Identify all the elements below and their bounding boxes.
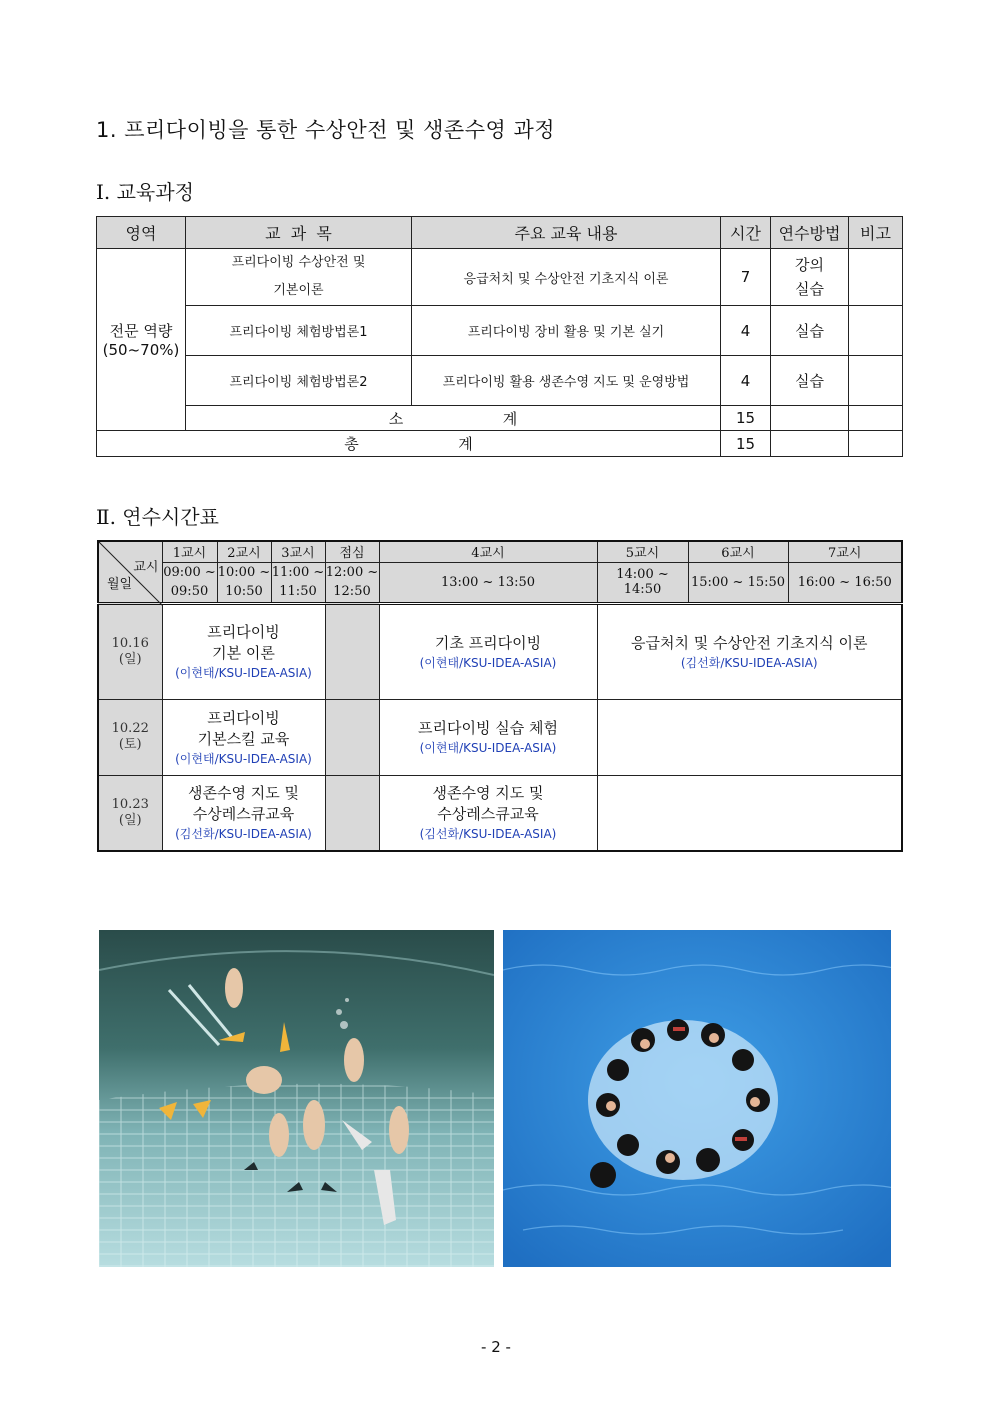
date-cell bbox=[98, 775, 162, 851]
time-5: 14:00 ~ 14:50 bbox=[597, 562, 688, 603]
note-cell bbox=[849, 356, 903, 406]
time-1 bbox=[162, 562, 217, 603]
afternoon-session bbox=[379, 603, 597, 699]
time-3 bbox=[271, 562, 325, 603]
curriculum-table bbox=[96, 216, 903, 457]
subject-cell bbox=[186, 249, 412, 306]
time-2 bbox=[217, 562, 271, 603]
date: 10.23 bbox=[111, 796, 149, 812]
period-4: 4교시 bbox=[379, 541, 597, 562]
time-lunch-start: 12:00 ~ bbox=[325, 565, 379, 580]
total-label-a: 총 bbox=[344, 435, 359, 453]
curriculum-header-row bbox=[97, 217, 903, 249]
subtotal-row bbox=[97, 406, 903, 431]
subject-line1: 프리다이빙 수상안전 및 bbox=[231, 255, 366, 270]
schedule-day-row bbox=[98, 775, 902, 851]
method-cell bbox=[771, 249, 849, 306]
time-lunch-end: 12:50 bbox=[333, 584, 371, 599]
session-title-line2: 기본 이론 bbox=[212, 644, 275, 662]
schedule-day-row bbox=[98, 699, 902, 775]
period-5: 5교시 bbox=[597, 541, 688, 562]
total-hours: 15 bbox=[721, 431, 771, 457]
content-cell: 응급처치 및 수상안전 기초지식 이론 bbox=[412, 249, 721, 306]
table-row bbox=[97, 249, 903, 306]
afternoon-session bbox=[379, 775, 597, 851]
session-title-line2: 수상레스큐교육 bbox=[437, 805, 539, 824]
day-of-week: (토) bbox=[118, 737, 142, 752]
method-line2: 실습 bbox=[795, 280, 824, 298]
time-2-end: 10:50 bbox=[225, 584, 263, 599]
time-7: 16:00 ~ 16:50 bbox=[788, 562, 902, 603]
subtotal-label-a: 소 bbox=[388, 409, 404, 428]
note-cell bbox=[849, 306, 903, 356]
session-title-line1: 생존수영 지도 및 bbox=[188, 784, 299, 803]
instructor: (이현태/KSU-IDEA-ASIA) bbox=[419, 741, 557, 755]
session-title-line1: 프리다이빙 bbox=[207, 708, 280, 727]
hours-cell: 4 bbox=[721, 306, 771, 356]
underwater-photo-image bbox=[99, 930, 494, 1267]
method-cell: 실습 bbox=[771, 356, 849, 406]
hours-cell: 4 bbox=[721, 356, 771, 406]
period-2: 2교시 bbox=[217, 541, 271, 562]
table-row bbox=[97, 356, 903, 406]
total-label-b: 계 bbox=[458, 435, 473, 453]
time-1-end: 09:50 bbox=[170, 584, 209, 599]
day-of-week: (일) bbox=[118, 812, 142, 828]
page-number: - 2 - bbox=[481, 1338, 511, 1356]
subtotal-hours: 15 bbox=[721, 406, 771, 431]
session-title: 응급처치 및 수상안전 기초지식 이론 bbox=[631, 633, 868, 652]
corner-top-label: 교시 bbox=[133, 560, 159, 575]
session-title-line2: 기본스킬 교육 bbox=[197, 729, 290, 748]
section2-heading: Ⅱ. 연수시간표 bbox=[96, 505, 219, 529]
lunch-cell bbox=[325, 603, 379, 699]
empty-session bbox=[597, 699, 902, 775]
time-4: 13:00 ~ 13:50 bbox=[379, 562, 597, 603]
instructor: (이현태/KSU-IDEA-ASIA) bbox=[419, 655, 557, 670]
table-row bbox=[97, 306, 903, 356]
page-title: 1. 프리다이빙을 통한 수상안전 및 생존수영 과정 bbox=[96, 118, 556, 142]
time-3-start: 11:00 ~ bbox=[271, 565, 325, 580]
instructor: (김선화/KSU-IDEA-ASIA) bbox=[680, 655, 818, 670]
period-lunch: 점심 bbox=[325, 541, 379, 562]
time-1-start: 09:00 ~ bbox=[163, 565, 216, 580]
morning-session bbox=[162, 699, 325, 775]
period-1: 1교시 bbox=[162, 541, 217, 562]
total-row bbox=[97, 431, 903, 457]
session-title-line1: 프리다이빙 bbox=[207, 623, 280, 641]
col-note: 비고 bbox=[849, 217, 903, 249]
lunch-cell bbox=[325, 775, 379, 851]
period-7: 7교시 bbox=[788, 541, 902, 562]
date: 10.16 bbox=[111, 635, 149, 651]
pool-circle-photo bbox=[503, 930, 891, 1267]
method-line1: 강의 bbox=[795, 256, 824, 274]
corner-cell bbox=[98, 541, 162, 603]
hours-cell: 7 bbox=[721, 249, 771, 306]
schedule-table bbox=[97, 540, 903, 852]
subtotal-label-b: 계 bbox=[502, 409, 518, 428]
empty-session bbox=[597, 775, 902, 851]
area-cell bbox=[97, 249, 186, 431]
time-lunch bbox=[325, 562, 379, 603]
day-of-week: (일) bbox=[118, 651, 142, 667]
date: 10.22 bbox=[111, 721, 149, 736]
instructor: (이현태/KSU-IDEA-ASIA) bbox=[175, 666, 312, 680]
session-title: 프리다이빙 실습 체험 bbox=[418, 719, 558, 737]
session-title: 기초 프리다이빙 bbox=[434, 633, 542, 652]
instructor: (김선화/KSU-IDEA-ASIA) bbox=[175, 827, 312, 842]
morning-session bbox=[162, 603, 325, 699]
area-ratio: (50~70%) bbox=[102, 341, 180, 359]
session-title-line2: 수상레스큐교육 bbox=[192, 805, 295, 824]
afternoon-session bbox=[379, 699, 597, 775]
area-label: 전문 역량 bbox=[109, 322, 173, 340]
lunch-cell bbox=[325, 699, 379, 775]
instructor: (이현태/KSU-IDEA-ASIA) bbox=[175, 751, 312, 766]
content-cell: 프리다이빙 장비 활용 및 기본 실기 bbox=[412, 306, 721, 356]
section1-heading: Ⅰ. 교육과정 bbox=[96, 180, 194, 204]
morning-session bbox=[162, 775, 325, 851]
col-content: 주요 교육 내용 bbox=[412, 217, 721, 249]
pool-photo-image bbox=[503, 930, 891, 1267]
period-3: 3교시 bbox=[271, 541, 325, 562]
late-afternoon-session bbox=[597, 603, 902, 699]
total-label bbox=[97, 431, 721, 457]
time-3-end: 11:50 bbox=[279, 584, 317, 599]
date-cell bbox=[98, 699, 162, 775]
col-method: 연수방법 bbox=[771, 217, 849, 249]
corner-bottom-label: 월일 bbox=[107, 576, 133, 592]
instructor: (김선화/KSU-IDEA-ASIA) bbox=[419, 827, 557, 842]
time-6: 15:00 ~ 15:50 bbox=[688, 562, 788, 603]
schedule-day-row bbox=[98, 603, 902, 699]
period-6: 6교시 bbox=[688, 541, 788, 562]
content-cell: 프리다이빙 활용 생존수영 지도 및 운영방법 bbox=[412, 356, 721, 406]
subtotal-label bbox=[186, 406, 721, 431]
schedule-period-row bbox=[98, 541, 902, 562]
subject-cell: 프리다이빙 체험방법론2 bbox=[186, 356, 412, 406]
col-hours: 시간 bbox=[721, 217, 771, 249]
col-area: 영역 bbox=[97, 217, 186, 249]
date-cell bbox=[98, 603, 162, 699]
col-subject: 교 과 목 bbox=[186, 217, 412, 249]
method-cell: 실습 bbox=[771, 306, 849, 356]
schedule-time-row bbox=[98, 562, 902, 603]
note-cell bbox=[849, 249, 903, 306]
time-2-start: 10:00 ~ bbox=[217, 565, 271, 580]
session-title-line1: 생존수영 지도 및 bbox=[432, 784, 544, 803]
subject-cell: 프리다이빙 체험방법론1 bbox=[186, 306, 412, 356]
subject-line2: 기본이론 bbox=[273, 283, 324, 298]
underwater-group-photo bbox=[99, 930, 494, 1267]
